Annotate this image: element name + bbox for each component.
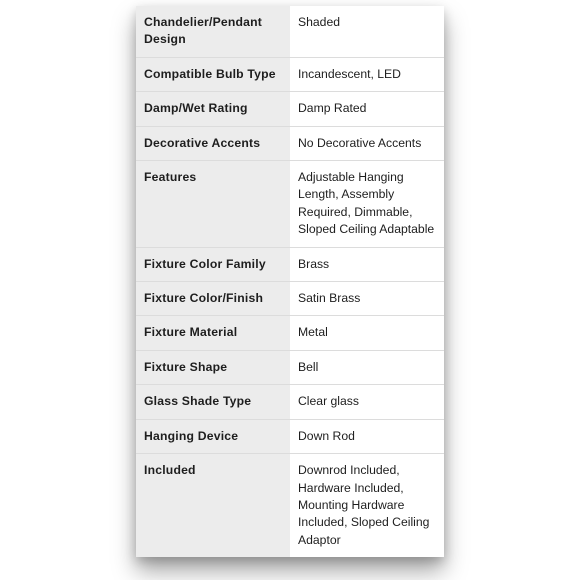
table-row — [136, 419, 444, 453]
spec-label: Chandelier/Pendant Design — [136, 6, 290, 57]
table-row — [136, 161, 444, 248]
spec-label: Fixture Shape — [136, 350, 290, 384]
spec-label: Decorative Accents — [136, 126, 290, 160]
spec-value: Clear glass — [290, 385, 444, 419]
table-row — [136, 6, 444, 57]
table-row — [136, 316, 444, 350]
spec-value: Damp Rated — [290, 92, 444, 126]
table-row — [136, 350, 444, 384]
spec-label: Fixture Color/Finish — [136, 282, 290, 316]
spec-label: Included — [136, 454, 290, 558]
spec-label: Damp/Wet Rating — [136, 92, 290, 126]
table-row — [136, 57, 444, 91]
spec-label: Glass Shade Type — [136, 385, 290, 419]
spec-value: Downrod Included, Hardware Included, Mounting Hardware Included, Sloped Ceiling Adaptor — [290, 454, 444, 558]
specifications-card — [136, 6, 444, 557]
spec-value: Satin Brass — [290, 282, 444, 316]
table-row — [136, 126, 444, 160]
table-row — [136, 282, 444, 316]
table-row — [136, 247, 444, 281]
spec-value: Brass — [290, 247, 444, 281]
spec-value: Adjustable Hanging Length, Assembly Required, Dimmable, Sloped Ceiling Adaptable — [290, 161, 444, 248]
spec-label: Fixture Color Family — [136, 247, 290, 281]
spec-value: Metal — [290, 316, 444, 350]
table-row — [136, 92, 444, 126]
spec-label: Hanging Device — [136, 419, 290, 453]
spec-label: Fixture Material — [136, 316, 290, 350]
spec-value: Incandescent, LED — [290, 57, 444, 91]
spec-value: Shaded — [290, 6, 444, 57]
spec-label: Compatible Bulb Type — [136, 57, 290, 91]
spec-value: Bell — [290, 350, 444, 384]
spec-value: Down Rod — [290, 419, 444, 453]
table-row — [136, 385, 444, 419]
spec-value: No Decorative Accents — [290, 126, 444, 160]
specifications-table — [136, 6, 444, 557]
spec-label: Features — [136, 161, 290, 248]
table-row — [136, 454, 444, 558]
